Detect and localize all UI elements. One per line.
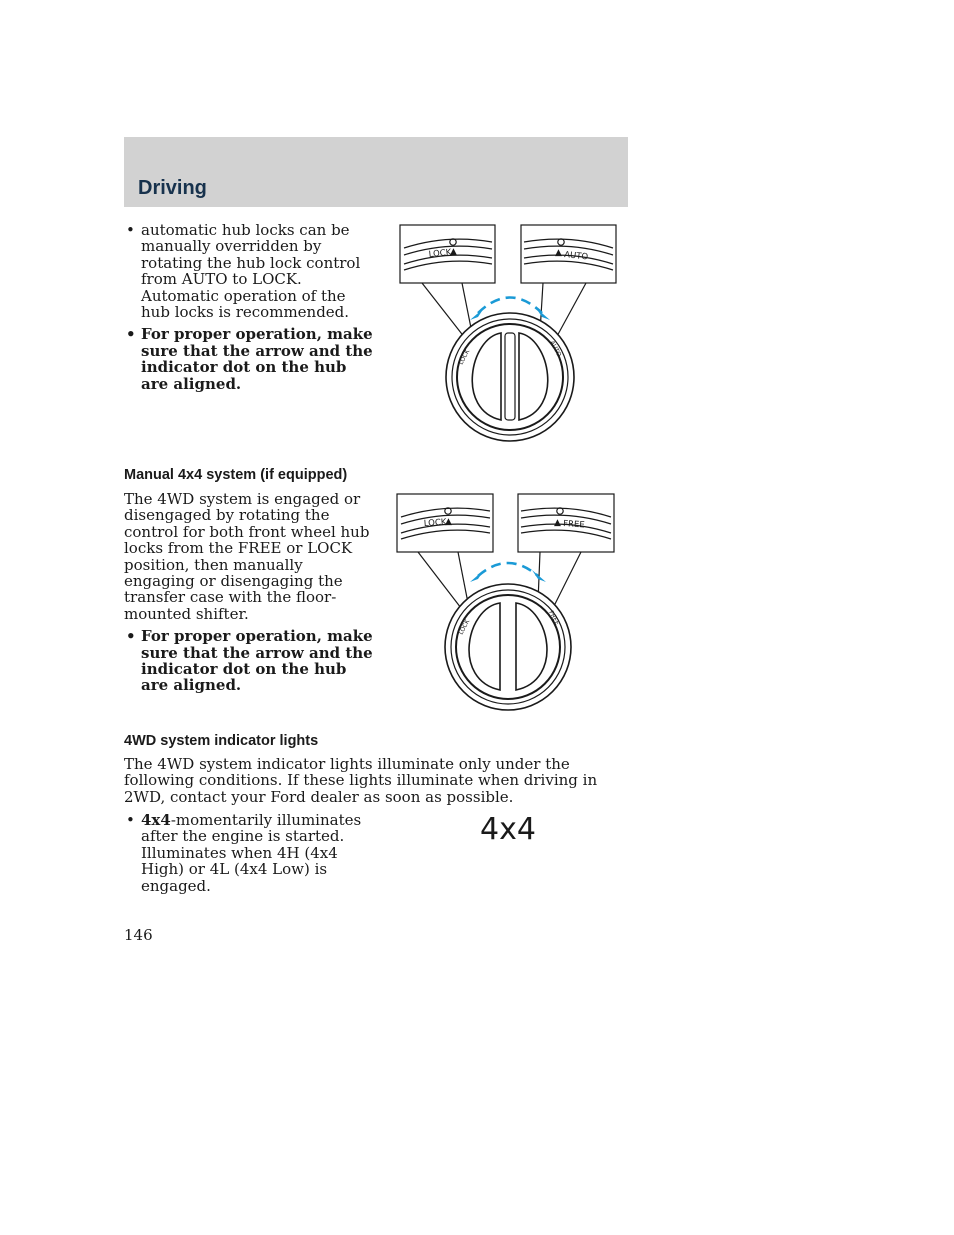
arrow-head-right-icon (536, 308, 550, 320)
bullet-alignment-1: • For proper operation, make sure that the arrow and the indicator dot on the hub are aligned. (124, 326, 374, 392)
arrow-marker-icon: ▲ (445, 517, 452, 527)
4x4-indicator-icon: 4x4 (480, 812, 536, 847)
section3-bullets (124, 812, 374, 900)
manual-4x4-paragraph: The 4WD system is engaged or disengaged by rotating the control for both front wheel hub locks from the FREE or LOCK position, then manually engaging or disengaging the transfer case with the floor-mounted shifter. (124, 490, 370, 623)
section-title: Driving (138, 177, 207, 199)
knob-right-label: AUTO (548, 339, 563, 358)
manual-4x4-heading: Manual 4x4 system (if equipped) (124, 467, 348, 483)
left-window-label: LOCK (428, 247, 452, 260)
arrow-marker-icon: ▲ (554, 518, 561, 528)
bullet-alignment-2: • For proper operation, make sure that the arrow and the indicator dot on the hub are aligned. (124, 628, 374, 694)
indicator-lights-heading: 4WD system indicator lights (124, 733, 319, 749)
knob-right-label: FREE (547, 609, 561, 627)
bullet-hub-override: • automatic hub locks can be manually overridden by rotating the hub lock control from AUTO to LOCK. Automatic operation of the hub locks is recommended. (124, 222, 374, 320)
right-window-label: AUTO (563, 250, 589, 263)
knob-left-label: LOCK (457, 348, 472, 366)
header-band (124, 137, 628, 207)
indicator-lights-paragraph: The 4WD system indicator lights illuminate only under the following conditions. If these lights illuminate when driving in 2WD, contact your Ford dealer as soon as possible. (124, 755, 598, 806)
bullet-term: 4x4 (141, 811, 171, 829)
rotation-arrow (478, 298, 542, 314)
page-number: 146 (124, 926, 153, 944)
bullet-description: -momentarily illuminates after the engine is started. Illuminates when 4H (4x4 High) or 4L (4x4 Low) is engaged. (141, 811, 362, 895)
rotation-arrow (478, 563, 538, 576)
arrow-marker-icon: ▲ (450, 247, 457, 257)
arrow-marker-icon: ▲ (555, 248, 562, 258)
manual-hub-lock-figure (388, 490, 623, 715)
section2-body (124, 491, 374, 700)
knob-left-label: LOCK (457, 618, 472, 636)
auto-hub-lock-figure (390, 220, 625, 460)
section1-bullets (124, 222, 374, 398)
left-window-label: LOCK (423, 517, 447, 529)
right-window-label: FREE (562, 519, 585, 531)
bullet-4x4-indicator (124, 812, 374, 894)
